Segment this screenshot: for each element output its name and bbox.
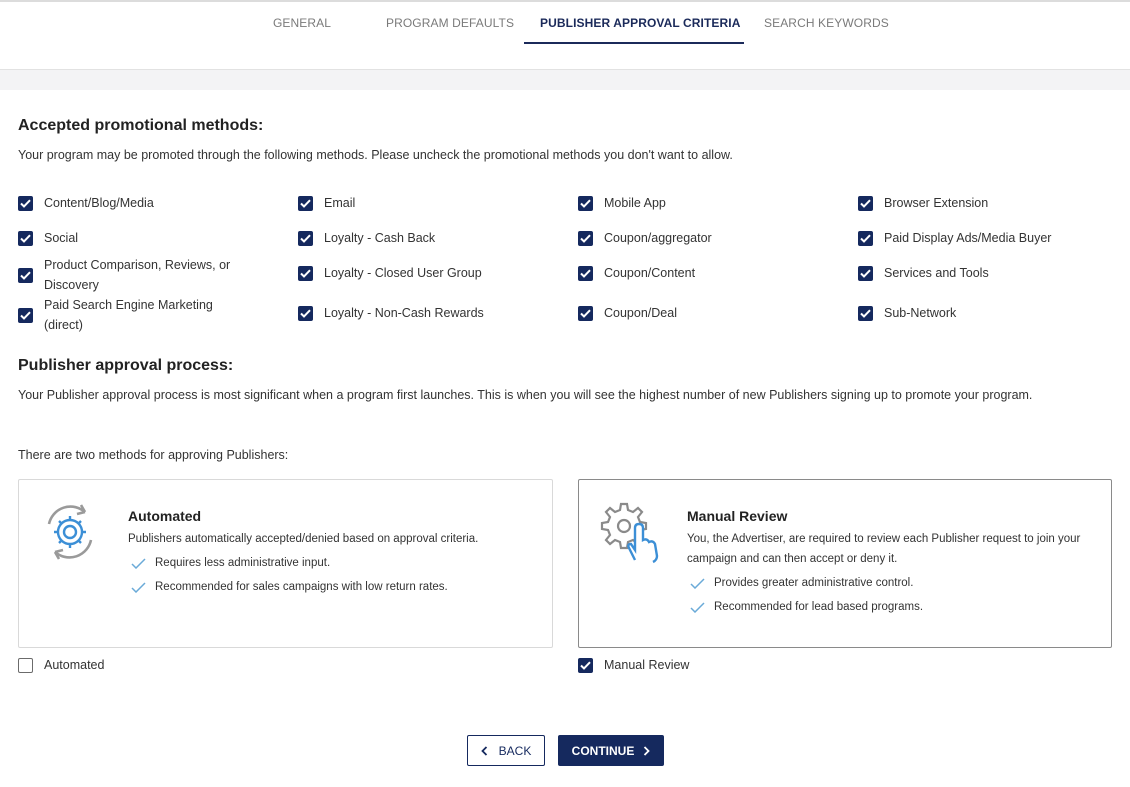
tab-program-defaults[interactable]: PROGRAM DEFAULTS (386, 16, 515, 30)
chevron-right-icon (643, 746, 650, 756)
method-label: Email (324, 196, 356, 210)
checkbox-checked-icon[interactable] (858, 266, 873, 281)
promotional-methods-heading: Accepted promotional methods: (18, 117, 264, 134)
method-label: Content/Blog/Media (44, 196, 154, 210)
section-divider-band (0, 70, 1130, 90)
method-label: Loyalty - Cash Back (324, 231, 436, 245)
manual-review-title: Manual Review (687, 508, 788, 524)
continue-button[interactable] (558, 735, 664, 766)
method-checkbox-loyalty-closed-user-group[interactable] (298, 263, 482, 283)
method-checkbox-email[interactable] (298, 193, 355, 213)
checkbox-checked-icon[interactable] (298, 231, 313, 246)
method-checkbox-paid-search-engine-marketing[interactable] (18, 295, 258, 335)
manual-review-checkbox[interactable] (578, 655, 689, 675)
method-label: Mobile App (604, 196, 666, 210)
back-button[interactable] (467, 735, 545, 766)
checkbox-checked-icon[interactable] (578, 266, 593, 281)
method-checkbox-paid-display-ads[interactable] (858, 228, 1051, 248)
method-checkbox-services-and-tools[interactable] (858, 263, 989, 283)
approval-process-description: Your Publisher approval process is most significant when a program first launches. This is when you will see the highest number of new Publishers signing up to promote your program. (18, 388, 1033, 402)
method-label: Paid Display Ads/Media Buyer (884, 231, 1052, 245)
method-checkbox-product-comparison[interactable] (18, 255, 258, 295)
method-label: Coupon/aggregator (604, 231, 712, 245)
method-label: Coupon/Deal (604, 306, 677, 320)
manual-review-description: You, the Advertiser, are required to review each Publisher request to join your campaign and can then accept or deny it. (687, 533, 1081, 565)
method-checkbox-sub-network[interactable] (858, 303, 956, 323)
gear-refresh-icon (39, 500, 101, 564)
automated-point (131, 581, 448, 593)
manual-review-point (690, 577, 913, 589)
checkbox-checked-icon[interactable] (298, 266, 313, 281)
method-label: Social (44, 231, 79, 245)
checkbox-checked-icon[interactable] (18, 231, 33, 246)
approval-process-heading: Publisher approval process: (18, 357, 234, 374)
automated-point-text: Recommended for sales campaigns with low return rates. (155, 581, 448, 593)
method-label: Coupon/Content (604, 266, 696, 280)
checkbox-checked-icon[interactable] (858, 231, 873, 246)
method-checkbox-social[interactable] (18, 228, 78, 248)
method-checkbox-coupon-aggregator[interactable] (578, 228, 712, 248)
manual-review-point-text: Provides greater administrative control. (714, 577, 914, 589)
chevron-left-icon (481, 746, 488, 756)
check-icon (131, 558, 146, 569)
method-checkbox-coupon-deal[interactable] (578, 303, 677, 323)
method-label: Sub-Network (884, 306, 957, 320)
method-label: Browser Extension (884, 196, 989, 210)
tab-search-keywords[interactable]: SEARCH KEYWORDS (764, 16, 889, 30)
manual-review-option-card[interactable] (578, 479, 1112, 648)
tab-bar (0, 0, 1130, 70)
automated-point-text: Requires less administrative input. (155, 557, 331, 569)
manual-review-point-text: Recommended for lead based programs. (714, 601, 924, 613)
checkbox-checked-icon[interactable] (18, 196, 33, 211)
checkbox-checked-icon[interactable] (18, 308, 33, 323)
method-checkbox-content-blog-media[interactable] (18, 193, 154, 213)
method-checkbox-loyalty-cash-back[interactable] (298, 228, 435, 248)
check-icon (690, 602, 705, 613)
back-button-label: BACK (498, 743, 532, 758)
automated-option-card[interactable] (18, 479, 553, 648)
checkbox-checked-icon[interactable] (578, 658, 593, 673)
gear-hand-icon (597, 498, 667, 566)
checkbox-checked-icon[interactable] (298, 196, 313, 211)
checkbox-checked-icon[interactable] (858, 306, 873, 321)
method-label: Services and Tools (884, 266, 989, 280)
checkbox-checked-icon[interactable] (858, 196, 873, 211)
promotional-methods-description: Your program may be promoted through the following methods. Please uncheck the promotional methods you don't want to allow. (18, 148, 733, 162)
check-icon (690, 578, 705, 589)
method-checkbox-browser-extension[interactable] (858, 193, 988, 213)
checkbox-checked-icon[interactable] (578, 231, 593, 246)
automated-description: Publishers automatically accepted/denied based on approval criteria. (128, 533, 479, 545)
manual-review-checkbox-label: Manual Review (604, 658, 690, 672)
method-label: Paid Search Engine Marketing (direct) (44, 298, 213, 332)
method-label: Loyalty - Non-Cash Rewards (324, 306, 484, 320)
method-checkbox-coupon-content[interactable] (578, 263, 695, 283)
automated-checkbox[interactable] (18, 655, 104, 675)
checkbox-unchecked-icon[interactable] (18, 658, 33, 673)
checkbox-checked-icon[interactable] (298, 306, 313, 321)
method-label: Loyalty - Closed User Group (324, 266, 482, 280)
manual-review-point (690, 601, 923, 613)
method-checkbox-loyalty-non-cash-rewards[interactable] (298, 303, 484, 323)
check-icon (131, 582, 146, 593)
automated-point (131, 557, 330, 569)
method-label: Product Comparison, Reviews, or Discovery (44, 258, 231, 292)
method-checkbox-mobile-app[interactable] (578, 193, 666, 213)
checkbox-checked-icon[interactable] (578, 196, 593, 211)
approval-methods-intro: There are two methods for approving Publishers: (18, 448, 289, 462)
automated-checkbox-label: Automated (44, 658, 105, 672)
tab-publisher-approval-criteria[interactable]: PUBLISHER APPROVAL CRITERIA (524, 0, 744, 44)
tab-general[interactable]: GENERAL (273, 16, 332, 30)
automated-title: Automated (128, 508, 202, 524)
continue-button-label: CONTINUE (571, 743, 635, 758)
checkbox-checked-icon[interactable] (578, 306, 593, 321)
checkbox-checked-icon[interactable] (18, 268, 33, 283)
